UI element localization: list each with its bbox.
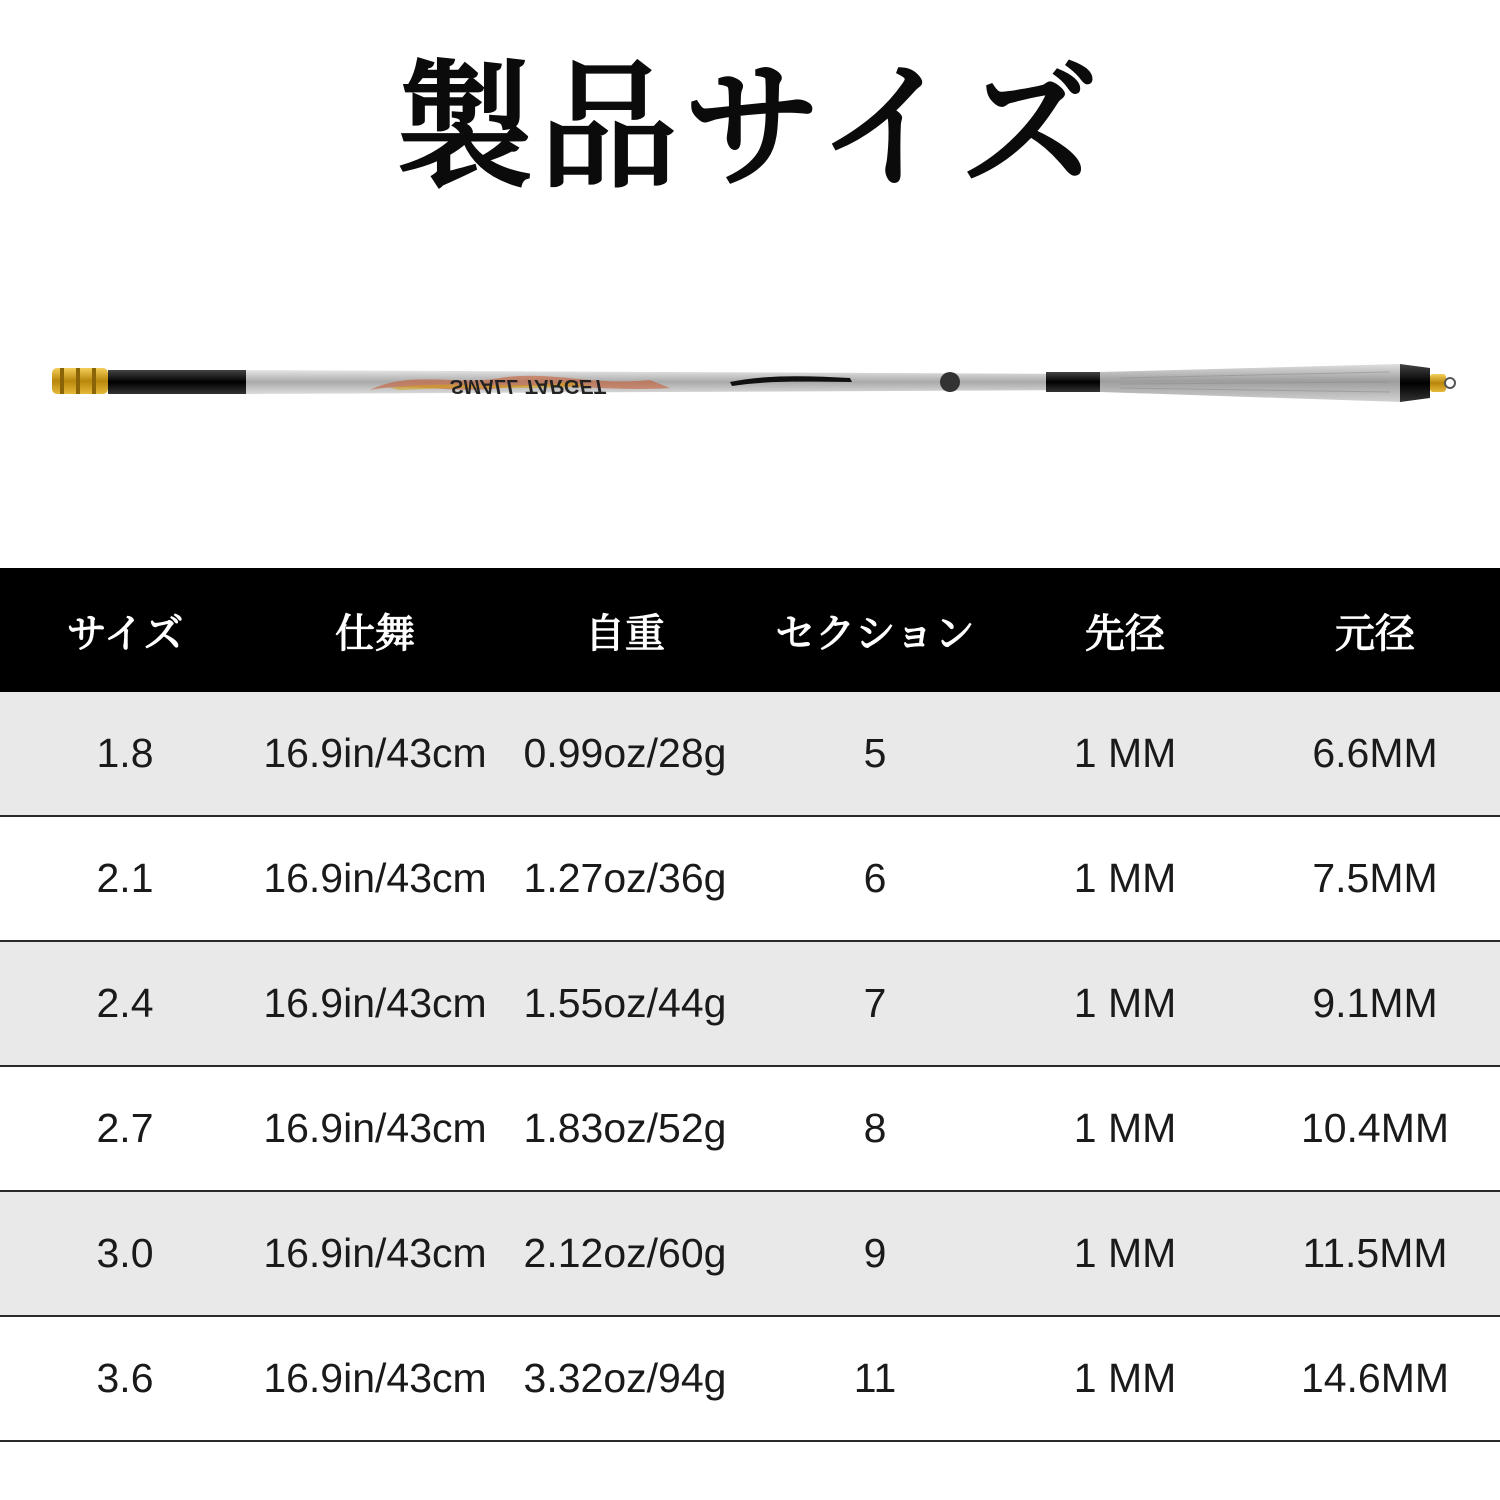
rod-tip-cap	[1430, 374, 1446, 392]
table-row	[0, 1191, 1500, 1316]
table-row	[0, 941, 1500, 1066]
cell-weight: 2.12oz/60g	[500, 1191, 750, 1316]
cell-tip-diameter: 1 MM	[1000, 816, 1250, 941]
header-butt-diameter: 元径	[1250, 568, 1500, 692]
cell-closed-length: 16.9in/43cm	[250, 816, 500, 941]
cell-size: 2.1	[0, 816, 250, 941]
cell-weight: 0.99oz/28g	[500, 692, 750, 816]
cell-butt-diameter: 6.6MM	[1250, 692, 1500, 816]
rod-black-band-front	[1046, 372, 1106, 392]
cell-closed-length: 16.9in/43cm	[250, 941, 500, 1066]
spec-table	[0, 568, 1500, 1442]
cell-butt-diameter: 11.5MM	[1250, 1191, 1500, 1316]
page-title: 製品サイズ	[395, 45, 1105, 208]
header-tip-diameter: 先径	[1000, 568, 1250, 692]
cell-closed-length: 16.9in/43cm	[250, 1066, 500, 1191]
cell-closed-length: 16.9in/43cm	[250, 1191, 500, 1316]
rod-logo-emblem	[940, 372, 960, 392]
cell-closed-length: 16.9in/43cm	[250, 692, 500, 816]
cell-sections: 7	[750, 941, 1000, 1066]
cell-size: 3.0	[0, 1191, 250, 1316]
cell-butt-diameter: 7.5MM	[1250, 816, 1500, 941]
cell-weight: 3.32oz/94g	[500, 1316, 750, 1441]
table-row	[0, 692, 1500, 816]
cell-weight: 1.27oz/36g	[500, 816, 750, 941]
cell-size: 1.8	[0, 692, 250, 816]
cell-size: 2.4	[0, 941, 250, 1066]
rod-shaft	[246, 370, 1100, 394]
cell-tip-diameter: 1 MM	[1000, 1191, 1250, 1316]
cell-tip-diameter: 1 MM	[1000, 941, 1250, 1066]
cell-butt-diameter: 9.1MM	[1250, 941, 1500, 1066]
cell-sections: 9	[750, 1191, 1000, 1316]
rod-brand-text: SMALL TARGET	[450, 375, 605, 397]
cell-sections: 8	[750, 1066, 1000, 1191]
header-closed-length: 仕舞	[250, 568, 500, 692]
header-weight: 自重	[500, 568, 750, 692]
cell-sections: 6	[750, 816, 1000, 941]
rod-grip-end	[1400, 364, 1430, 402]
cell-butt-diameter: 14.6MM	[1250, 1316, 1500, 1441]
cell-weight: 1.83oz/52g	[500, 1066, 750, 1191]
table-header-row	[0, 568, 1500, 692]
table-row	[0, 816, 1500, 941]
fishing-rod-image	[30, 330, 1470, 440]
fishing-rod-illustration	[30, 330, 1470, 440]
cell-tip-diameter: 1 MM	[1000, 1066, 1250, 1191]
header-size: サイズ	[0, 568, 250, 692]
table-row	[0, 1066, 1500, 1191]
cell-closed-length: 16.9in/43cm	[250, 1316, 500, 1441]
cell-size: 2.7	[0, 1066, 250, 1191]
table-row	[0, 1316, 1500, 1441]
cell-weight: 1.55oz/44g	[500, 941, 750, 1066]
cell-size: 3.6	[0, 1316, 250, 1441]
cell-tip-diameter: 1 MM	[1000, 1316, 1250, 1441]
cell-sections: 11	[750, 1316, 1000, 1441]
rod-black-band	[108, 370, 246, 394]
cell-tip-diameter: 1 MM	[1000, 692, 1250, 816]
header-sections: セクション	[750, 568, 1000, 692]
cell-sections: 5	[750, 692, 1000, 816]
cell-butt-diameter: 10.4MM	[1250, 1066, 1500, 1191]
